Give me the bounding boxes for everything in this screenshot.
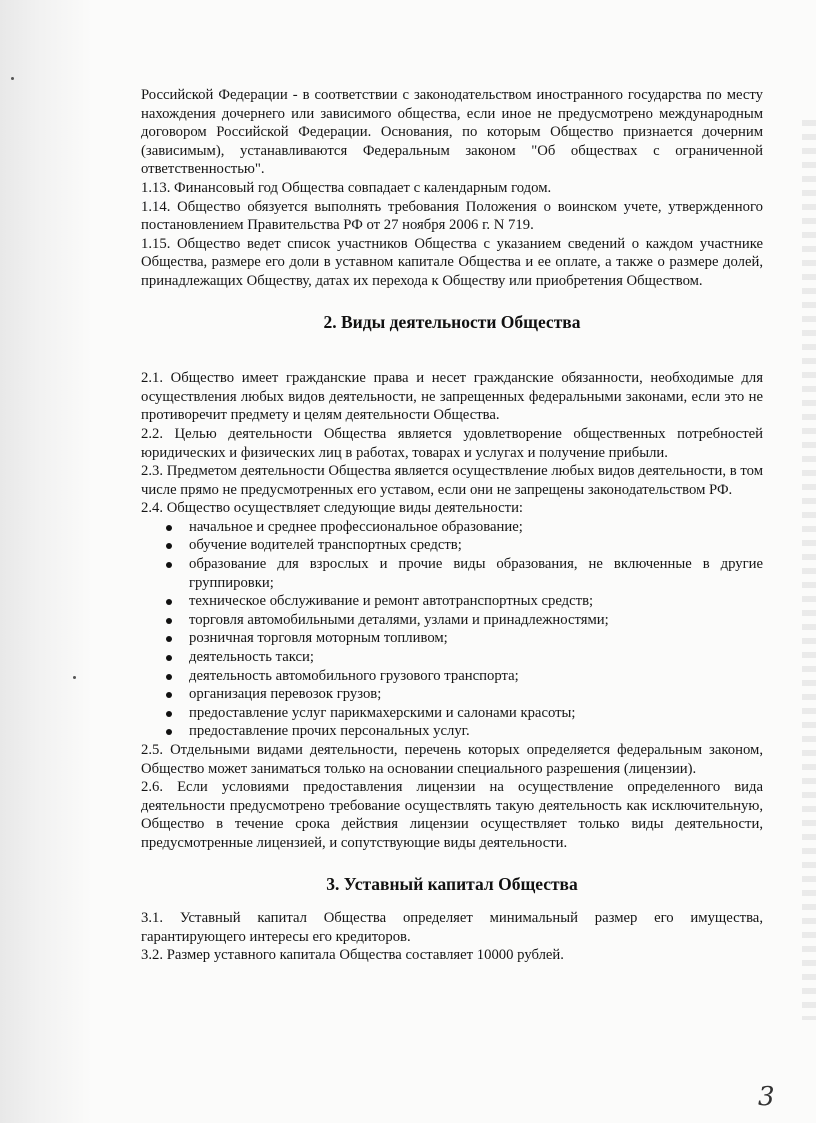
bullet-icon bbox=[166, 674, 172, 680]
list-item-text: техническое обслуживание и ремонт автотранспортных средств; bbox=[189, 593, 594, 610]
paragraph-3-1: 3.1. Уставный капитал Общества определяет минимальный размер его имущества, гарантирующего интересы его кредиторов. bbox=[141, 910, 763, 945]
paragraph-3-2: 3.2. Размер уставного капитала Общества составляет 10000 рублей. bbox=[141, 947, 564, 964]
bullet-icon bbox=[166, 655, 172, 661]
document-body bbox=[141, 86, 763, 965]
page-number: 3 bbox=[758, 1082, 775, 1112]
list-item bbox=[141, 722, 763, 741]
list-item bbox=[141, 648, 763, 667]
paragraph-1-15: 1.15. Общество ведет список участников Общества с указанием сведений о каждом участнике Общества, размере его доли в уставном капитале Общества и ее оплате, а также о размере долей, принадлежащих Обществу, датах их перехода к Обществу или приобретения Обществом. bbox=[141, 235, 763, 289]
bullet-icon bbox=[166, 599, 172, 605]
paragraph-2-3: 2.3. Предметом деятельности Общества является осуществление любых видов деятельности, в том числе прямо не предусмотренных его уставом, если они не запрещены законодательством РФ. bbox=[141, 463, 763, 498]
scan-speck bbox=[11, 77, 14, 80]
list-item-text: начальное и среднее профессиональное образование; bbox=[189, 518, 523, 535]
bullet-icon bbox=[166, 525, 172, 531]
list-item-text: деятельность такси; bbox=[189, 649, 314, 666]
paragraph-2-6: 2.6. Если условиями предоставления лицензии на осуществление определенного вида деятельности предусмотрено требование осуществлять такую деятельность как исключительную, Общество в течение срока действия лицензии осуществляет только виды деятельности, предусмотренные лицензией, и сопутствующие виды деятельности. bbox=[141, 779, 763, 851]
list-item bbox=[141, 629, 763, 648]
activities-list bbox=[141, 518, 763, 741]
paragraph-2-2: 2.2. Целью деятельности Общества является удовлетворение общественных потребностей юридических и физических лиц в работах, товарах и услугах и получение прибыли. bbox=[141, 425, 763, 461]
paragraph-1-13: 1.13. Финансовый год Общества совпадает с календарным годом. bbox=[141, 179, 552, 196]
list-item bbox=[141, 555, 763, 592]
scan-speck bbox=[73, 676, 76, 679]
list-item-text: организация перевозок грузов; bbox=[189, 686, 382, 703]
bullet-icon bbox=[166, 692, 172, 698]
paragraph-1-12-continued: Российской Федерации - в соответствии с законодательством иностранного государства по месту нахождения дочернего или зависимого общества, если иное не предусмотрено международным договором Российской Федерации. Основания, по которым Общество признается дочерним (зависимым), устанавливаются Федеральным законом "Об обществах с ограниченной ответственностью". bbox=[141, 87, 763, 178]
paragraph-2-4: 2.4. Общество осуществляет следующие виды деятельности: bbox=[141, 500, 524, 517]
list-item-text: розничная торговля моторным топливом; bbox=[189, 630, 448, 647]
list-item-text: предоставление услуг парикмахерскими и салонами красоты; bbox=[189, 704, 576, 721]
list-item bbox=[141, 518, 763, 537]
list-item bbox=[141, 704, 763, 723]
section-2-heading: 2. Виды деятельности Общества bbox=[323, 311, 581, 332]
list-item bbox=[141, 667, 763, 686]
list-item-text: торговля автомобильными деталями, узлами и принадлежностями; bbox=[189, 611, 609, 628]
section-3-heading: 3. Уставный капитал Общества bbox=[326, 873, 578, 894]
bullet-icon bbox=[166, 562, 172, 568]
bullet-icon bbox=[166, 711, 172, 717]
list-item-text: предоставление прочих персональных услуг. bbox=[189, 723, 470, 740]
list-item bbox=[141, 592, 763, 611]
scan-left-shadow bbox=[0, 0, 92, 1123]
bullet-icon bbox=[166, 618, 172, 624]
list-item-text: деятельность автомобильного грузового транспорта; bbox=[189, 667, 519, 684]
paragraph-2-5: 2.5. Отдельными видами деятельности, перечень которых определяется федеральным законом, Общество может заниматься только на основании специального разрешения (лицензии). bbox=[141, 742, 763, 777]
bullet-icon bbox=[166, 636, 172, 642]
paragraph-1-14: 1.14. Общество обязуется выполнять требования Положения о воинском учете, утвержденного постановлением Правительства РФ от 27 ноября 2006 г. N 719. bbox=[141, 198, 763, 234]
scan-right-bleed bbox=[802, 120, 816, 1020]
list-item-text: образование для взрослых и прочие виды образования, не включенные в другие группировки; bbox=[189, 556, 763, 591]
bullet-icon bbox=[166, 729, 172, 735]
list-item bbox=[141, 536, 763, 555]
list-item bbox=[141, 611, 763, 630]
list-item bbox=[141, 685, 763, 704]
paragraph-2-1: 2.1. Общество имеет гражданские права и несет гражданские обязанности, необходимые для осуществления любых видов деятельности, не запрещенных федеральными законами, если это не противоречит предмету и целям деятельности Общества. bbox=[141, 370, 763, 424]
bullet-icon bbox=[166, 543, 172, 549]
list-item-text: обучение водителей транспортных средств; bbox=[189, 537, 462, 554]
